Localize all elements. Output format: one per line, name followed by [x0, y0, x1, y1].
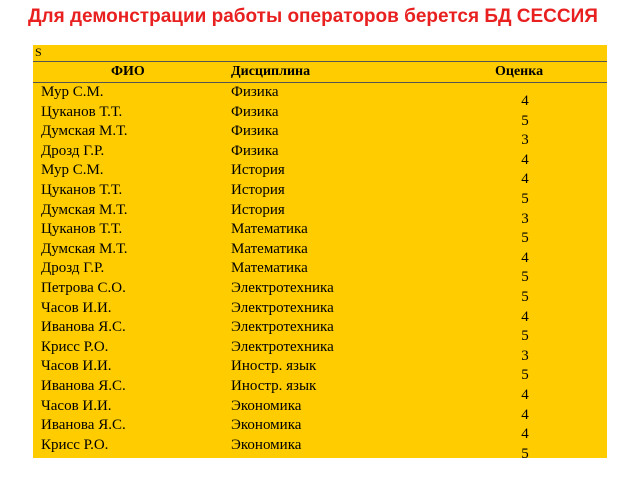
cell-discipline: Электротехника — [231, 338, 334, 355]
table-row — [33, 338, 607, 364]
header-discipline: Дисциплина — [231, 64, 311, 79]
table-row — [33, 417, 607, 443]
table-row — [33, 358, 607, 384]
cell-fio: Часов И.И. — [41, 397, 112, 414]
cell-fio: Цуканов Т.Т. — [41, 221, 123, 238]
cell-fio: Думская М.Т. — [41, 201, 128, 218]
table-row — [33, 181, 607, 207]
header-mark: Оценка — [495, 64, 544, 79]
cell-discipline: Математика — [231, 260, 308, 277]
cell-fio: Крисс Р.О. — [41, 436, 109, 453]
cell-mark: 4 — [521, 386, 529, 403]
header-fio: ФИО — [111, 64, 145, 79]
cell-mark: 5 — [521, 328, 529, 345]
cell-fio: Часов И.И. — [41, 358, 112, 375]
table-row — [33, 84, 607, 109]
cell-discipline: Физика — [231, 84, 279, 100]
cell-mark: 5 — [521, 190, 529, 207]
cell-discipline: Физика — [231, 103, 279, 120]
table-row — [33, 319, 607, 345]
table-row — [33, 221, 607, 247]
cell-fio: Часов И.И. — [41, 299, 112, 316]
cell-fio: Мур С.М. — [41, 84, 104, 100]
cell-mark: 5 — [521, 288, 529, 305]
table-marker: S — [35, 45, 42, 59]
cell-mark: 3 — [521, 132, 529, 149]
cell-discipline: Электротехника — [231, 279, 334, 296]
table-row — [33, 397, 607, 423]
table-row — [33, 142, 607, 168]
table-row — [33, 240, 607, 266]
cell-discipline: Экономика — [231, 436, 302, 453]
cell-discipline: Математика — [231, 240, 308, 257]
cell-discipline: История — [231, 201, 285, 218]
cell-discipline: Экономика — [231, 417, 302, 434]
table-row — [33, 377, 607, 403]
cell-fio: Думская М.Т. — [41, 123, 128, 140]
cell-fio: Иванова Я.С. — [41, 319, 126, 336]
cell-mark: 5 — [521, 230, 529, 247]
cell-fio: Мур С.М. — [41, 162, 104, 179]
cell-mark: 3 — [521, 347, 529, 364]
cell-mark: 4 — [521, 426, 529, 443]
table-row — [33, 299, 607, 325]
cell-discipline: Физика — [231, 142, 279, 159]
cell-fio: Дрозд Г.Р. — [41, 142, 105, 159]
cell-mark: 4 — [521, 171, 529, 188]
cell-fio: Крисс Р.О. — [41, 338, 109, 355]
cell-discipline: Электротехника — [231, 319, 334, 336]
cell-mark: 4 — [521, 151, 529, 168]
cell-fio: Цуканов Т.Т. — [41, 181, 123, 198]
table-row — [33, 201, 607, 227]
cell-fio: Думская М.Т. — [41, 240, 128, 257]
slide-title: Для демонстрации работы операторов берется БД СЕССИЯ — [28, 6, 598, 27]
cell-fio: Цуканов Т.Т. — [41, 103, 123, 120]
cell-discipline: Иностр. язык — [231, 358, 317, 375]
table-row — [33, 279, 607, 305]
cell-mark: 4 — [521, 406, 529, 423]
cell-discipline: Иностр. язык — [231, 377, 317, 394]
cell-mark: 4 — [521, 249, 529, 266]
cell-discipline: Математика — [231, 221, 308, 238]
cell-mark: 4 — [521, 93, 529, 109]
header-bottom-rule — [33, 82, 607, 83]
cell-mark: 5 — [521, 112, 529, 129]
cell-discipline: История — [231, 181, 285, 198]
cell-discipline: Физика — [231, 123, 279, 140]
cell-mark: 5 — [521, 445, 529, 458]
cell-fio: Петрова С.О. — [41, 279, 126, 296]
cell-mark: 4 — [521, 308, 529, 325]
cell-fio: Дрозд Г.Р. — [41, 260, 105, 277]
table-body — [33, 84, 607, 456]
cell-discipline: История — [231, 162, 285, 179]
cell-fio: Иванова Я.С. — [41, 377, 126, 394]
cell-discipline: Электротехника — [231, 299, 334, 316]
table-row — [33, 103, 607, 129]
table-row — [33, 437, 607, 457]
cell-mark: 5 — [521, 367, 529, 384]
cell-mark: 5 — [521, 269, 529, 286]
table-row — [33, 162, 607, 188]
cell-mark: 3 — [521, 210, 529, 227]
cell-discipline: Экономика — [231, 397, 302, 414]
table-row — [33, 260, 607, 286]
cell-fio: Иванова Я.С. — [41, 417, 126, 434]
table-row — [33, 123, 607, 149]
session-table — [33, 45, 607, 458]
